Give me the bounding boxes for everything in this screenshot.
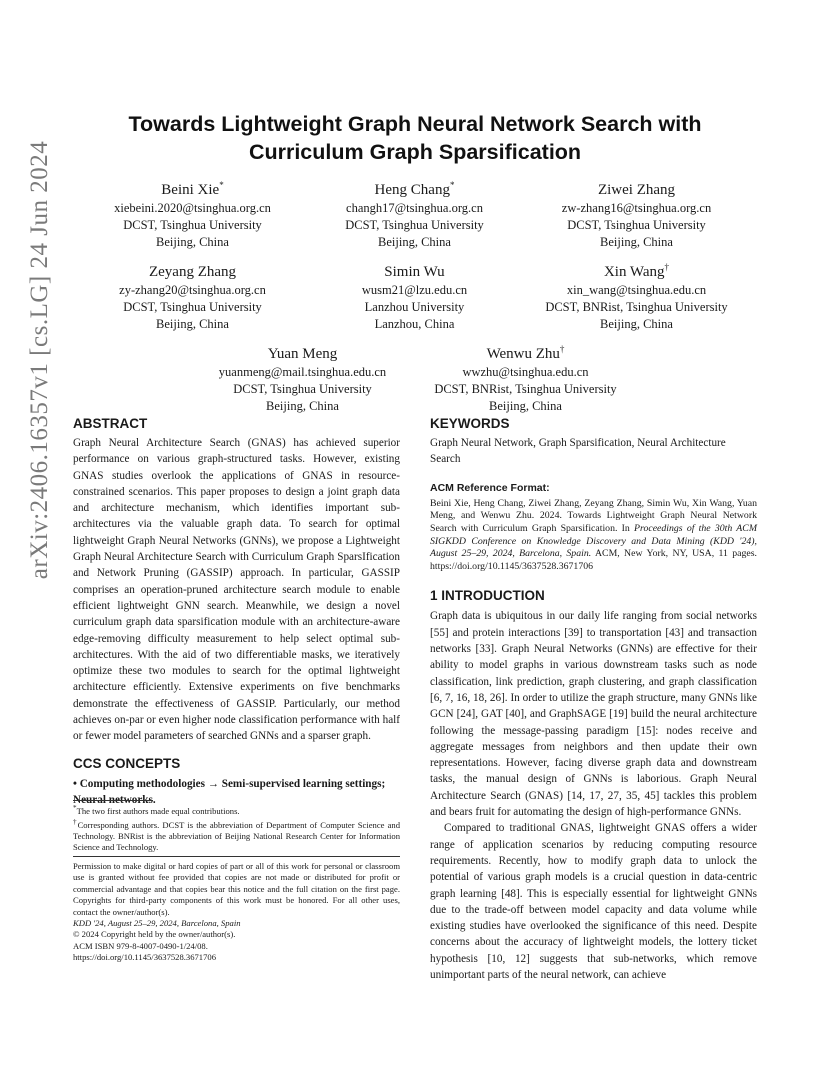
author-affiliation: DCST, Tsinghua University [123,300,262,314]
author-block [423,339,628,415]
intro-heading: 1 INTRODUCTION [430,588,545,604]
acm-reference-heading: ACM Reference Format: [430,481,550,494]
author-email: zw-zhang16@tsinghua.org.cn [561,201,712,215]
author-block [312,175,517,251]
author-name: Zeyang Zhang [148,264,237,280]
author-mark: * [219,180,224,190]
author-mark: † [559,344,565,354]
author-location: Beijing, China [378,235,451,249]
abstract-section [73,415,400,808]
author-email: xin_wang@tsinghua.edu.cn [566,283,707,297]
author-email: xiebeini.2020@tsinghua.org.cn [114,201,271,215]
author-email: zy-zhang20@tsinghua.org.cn [119,283,266,297]
author-affiliation: DCST, Tsinghua University [345,218,484,232]
author-affiliation: DCST, BNRist, Tsinghua University [434,382,617,396]
title-line-1: Towards Lightweight Graph Neural Network Search with [128,112,702,136]
author-location: Beijing, China [600,235,673,249]
author-name: Xin Wang [603,264,665,280]
keywords-text: Graph Neural Network, Graph Sparsification, Neural Architecture Search [430,437,726,466]
abstract-heading: ABSTRACT [73,416,148,431]
author-email: yuanmeng@mail.tsinghua.edu.cn [218,365,387,379]
permission-block [73,861,400,964]
author-email: changh17@tsinghua.org.cn [346,201,483,215]
author-name: Wenwu Zhu [486,346,560,362]
author-block [312,257,517,333]
author-location: Beijing, China [266,399,339,413]
author-location: Lanzhou, China [374,317,455,331]
copyright-line: © 2024 Copyright held by the owner/author(s). [73,929,236,940]
author-name: Yuan Meng [267,346,338,362]
author-name: Beini Xie [161,182,220,198]
acm-reference-part-a: Beini Xie, Heng Chang, Ziwei Zhang, Zeyang Zhang, Simin Wu, Xin Wang, Yuan Meng, and Wenwu Zhu. 2024. Towards Lightweight Graph Neural Network Search with Curriculum Graph Sparsification. In [430,497,757,535]
author-email: wwzhu@tsinghua.edu.cn [462,365,589,379]
doi-link[interactable]: https://doi.org/10.1145/3637528.3671706 [73,952,216,963]
author-affiliation: DCST, Tsinghua University [233,382,372,396]
permission-text: Permission to make digital or hard copies of part or all of this work for personal or classroom use is granted without fee provided that copies are not made or distributed for profit or commercial advantage and that copies bear this notice and the full citation on the first page. Copyrights for third-party components of this work must be honored. For all other uses, contact the owner/author(s). [73,861,400,917]
author-name: Heng Chang [374,182,450,198]
author-location: Beijing, China [489,399,562,413]
acm-reference [430,480,757,574]
isbn-line: ACM ISBN 979-8-4007-0490-1/24/08. [73,940,208,951]
footnote-equal-contribution: The two first authors made equal contributions. [76,805,240,816]
author-block [534,257,739,333]
author-location: Beijing, China [600,317,673,331]
intro-paragraph-2: Compared to traditional GNAS, lightweight GNAS offers a wider range of application scenarios by reducing computing resource requirements. Recently, how to modify graph data to unlock the potential of various graph models is a crucial question in data-centric graph learning [48]. This is especially essential for lightweight GNNs due to the trade-off between model capacity and data volume while existing studies have overlooked the significance of this need. Despite concerns about the accuracy of lightweight models, the lottery ticket hypothesis [10, 12] suggests that sub-networks, which remove unimportant parts of the neural network, can achieve [430,822,757,981]
acm-reference-part-b: ACM, New York, NY, USA, 11 pages. https://doi.org/10.1145/3637528.3671706 [430,548,757,572]
acm-reference-text [430,498,757,574]
footnote-corresponding: Corresponding authors. DCST is the abbreviation of Department of Computer Science and Technology. BNRist is the abbreviation of Beijing National Research Center for Information Science and Technology. [73,819,400,853]
author-block [200,339,405,415]
author-affiliation: DCST, BNRist, Tsinghua University [545,300,728,314]
author-name: Ziwei Zhang [597,182,676,198]
author-mark: † [664,262,670,272]
intro-paragraph-1: Graph data is ubiquitous in our daily life ranging from social networks [55] and protein interactions [39] to transportation [43] and transaction networks [33]. Graph Neural Networks (GNNs) are effective for their ability to model graphs in various downstream tasks such as node classification, link prediction, graph clustering, and graph classification [6, 7, 16, 18, 26]. In order to utilize the graph structure, many GNNs like GCN [24], GAT [40], and GraphSAGE [19] build the neural architecture following the message-passing paradigm [15]: nodes receive and aggregate messages from neighbors and then update their own representations. However, facing diverse graph data and downstream tasks, the manual design of GNNs is laborious. Graph Neural Architecture Search (GNAS) [14, 17, 27, 35, 45] tackles this problem and bears fruit for automating the design of high-performance GNNs. [430,610,757,819]
footnotes: *The two first authors made equal contributions. †Corresponding authors. DCST is the abbreviation of Department of Computer Science and Technology. BNRist is the abbreviation of Beijing National Research Center for Information Science and Technology. [73,804,400,853]
footnote-rule [73,800,153,801]
title-line-2: Curriculum Graph Sparsification [248,140,582,164]
author-affiliation: Lanzhou University [364,300,465,314]
author-mark: * [449,180,455,190]
abstract-text: Graph Neural Architecture Search (GNAS) has achieved superior performance on various graph-structured tasks. However, existing GNAS studies overlook the applications of GNAS in resource-constrained scenarios. This paper proposes to design a joint graph data and architecture mechanism, which identifies important sub-architectures via the valuable graph data. To search for optimal lightweight Graph Neural Networks (GNNs), we propose a Lightweight Graph Neural Architecture Search with Curriculum Graph SparsIfication and Network Pruning (GASSIP) approach. In particular, GASSIP comprises an operation-pruned architecture search module to enable efficient lightweight GNN search. Meanwhile, we design a novel curriculum graph data sparsification module with an architecture-aware edge-removing difficulty measurement to help select optimal sub-architectures. With the aid of two differentiable masks, we iteratively optimize these two modules to search for the optimal lightweight architecture efficiently. Extensive experiments on five benchmarks demonstrate the effectiveness of GASSIP. Particularly, our method achieves on-par or even higher node classification performance with half or fewer model parameters of searched GNNs and a sparser graph. [73,437,400,743]
author-name: Simin Wu [384,264,445,280]
author-location: Beijing, China [156,235,229,249]
author-location: Beijing, China [156,317,229,331]
ccs-text: • Computing methodologies → Semi-supervised learning settings; Neural networks. [73,777,386,806]
author-block [90,257,295,333]
paper-title [90,110,740,166]
venue-line: KDD '24, August 25–29, 2024, Barcelona, Spain [73,918,241,929]
author-block [534,175,739,251]
permission-rule [73,856,400,857]
acm-reference-proceedings: Proceedings of the 30th ACM SIGKDD Conference on Knowledge Discovery and Data Mining (KDD '24), August 25–29, 2024, Barcelona, Spain. [430,523,757,560]
keywords-heading: KEYWORDS [430,416,510,431]
ccs-heading: CCS CONCEPTS [73,755,181,771]
arxiv-stamp-text: arXiv:2406.16357v1 [cs.LG] 24 Jun 2024 [26,140,53,580]
author-email: wusm21@lzu.edu.cn [361,283,468,297]
author-block [90,175,295,251]
author-affiliation: DCST, Tsinghua University [567,218,706,232]
right-column [430,415,757,983]
author-affiliation: DCST, Tsinghua University [123,218,262,232]
